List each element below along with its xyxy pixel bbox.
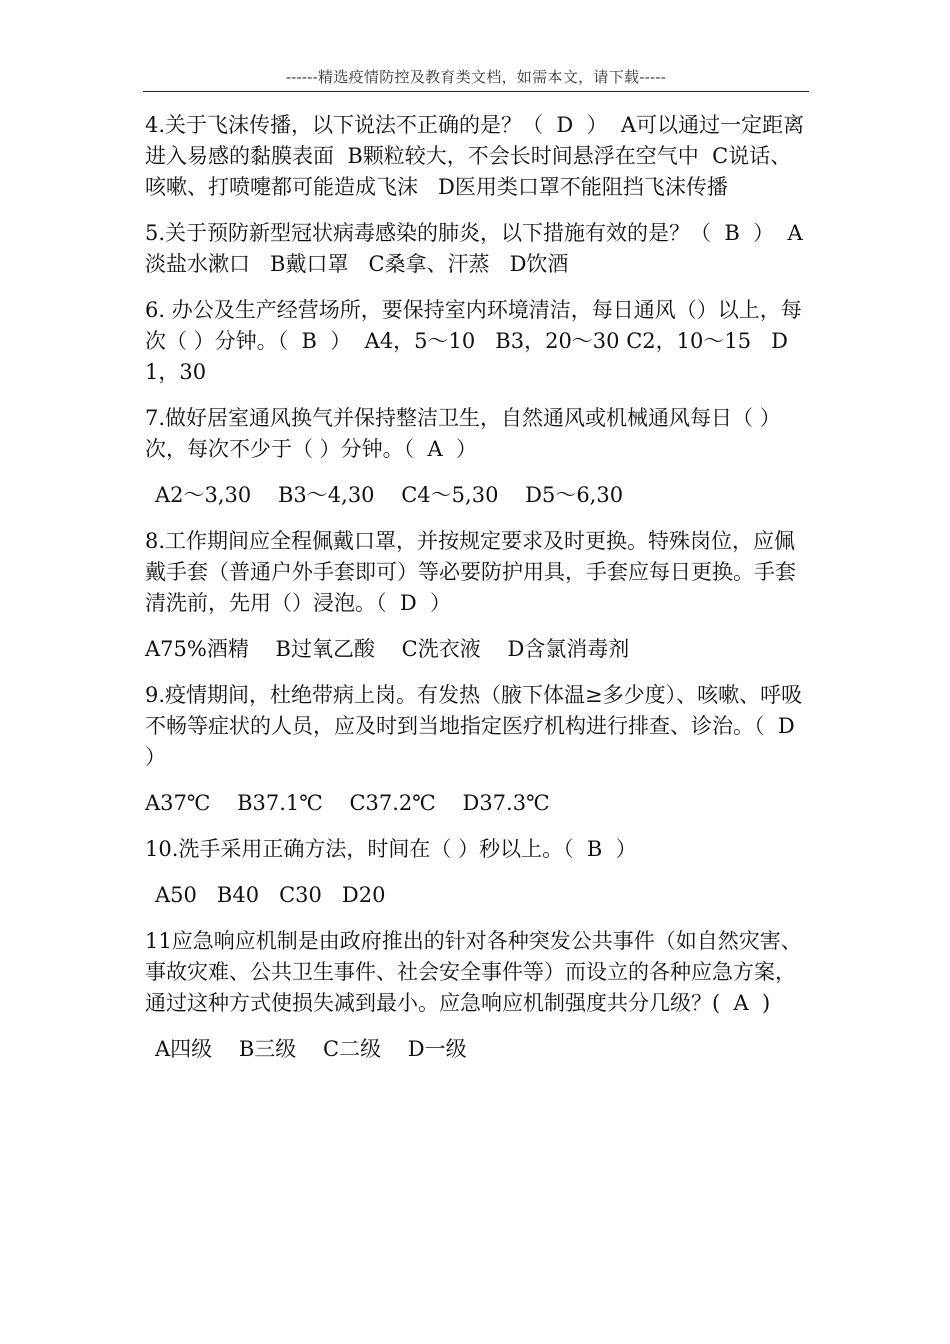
header-divider (143, 91, 809, 92)
question-9: 9.疫情期间，杜绝带病上岗。有发热（腋下体温≥多少度）、咳嗽、呼吸不畅等症状的人员，应及时到当地指定医疗机构进行排查、诊治。（ D ） (145, 683, 809, 769)
document-body (145, 110, 809, 1080)
question-11-options: A四级 B三级 C二级 D一级 (155, 1037, 467, 1061)
question-7: 7.做好居室通风换气并保持整洁卫生，自然通风或机械通风每日（ ）次，每次不少于（ ）分钟。（ A ） (145, 406, 781, 461)
page-header: ------精选疫情防控及教育类文档，如需本文，请下载----- (285, 68, 667, 86)
question-8-options: A75%酒精 B过氧乙酸 C洗衣液 D含氯消毒剂 (145, 637, 630, 661)
question-10: 10.洗手采用正确方法，时间在（ ）秒以上。（ B ） (145, 837, 637, 861)
question-10-options: A50 B40 C30 D20 (155, 883, 386, 907)
question-6: 6. 办公及生产经营场所，要保持室内环境清洁，每日通风（）以上，每次（ ）分钟。（ B ） A4，5～10 B3，20～30 C2，10～15 D1，30 (145, 298, 802, 384)
question-9-options: A37℃ B37.1℃ C37.2℃ D37.3℃ (145, 791, 550, 815)
question-5: 5.关于预防新型冠状病毒感染的肺炎，以下措施有效的是？（ B ） A淡盐水漱口 B戴口罩 C桑拿、汗蒸 D饮酒 (145, 221, 803, 276)
question-7-options: A2～3,30 B3～4,30 C4～5,30 D5～6,30 (155, 483, 624, 507)
question-4: 4.关于飞沫传播，以下说法不正确的是？（ D ） A可以通过一定距离进入易感的黏膜表面 B颗粒较大，不会长时间悬浮在空气中 C说话、咳嗽、打喷嚏都可能造成飞沫 D医用类口罩不能阻挡飞沫传播 (145, 113, 805, 199)
question-11: 11应急响应机制是由政府推出的针对各种突发公共事件（如自然灾害、事故灾难、公共卫生事件、社会安全事件等）而设立的各种应急方案，通过这种方式使损失减到最小。应急响应机制强度共分几级？( A ) (145, 929, 802, 1015)
question-8: 8.工作期间应全程佩戴口罩，并按规定要求及时更换。特殊岗位，应佩戴手套（普通户外手套即可）等必要防护用具，手套应每日更换。手套清洗前，先用（）浸泡。（ D ） (145, 529, 796, 615)
